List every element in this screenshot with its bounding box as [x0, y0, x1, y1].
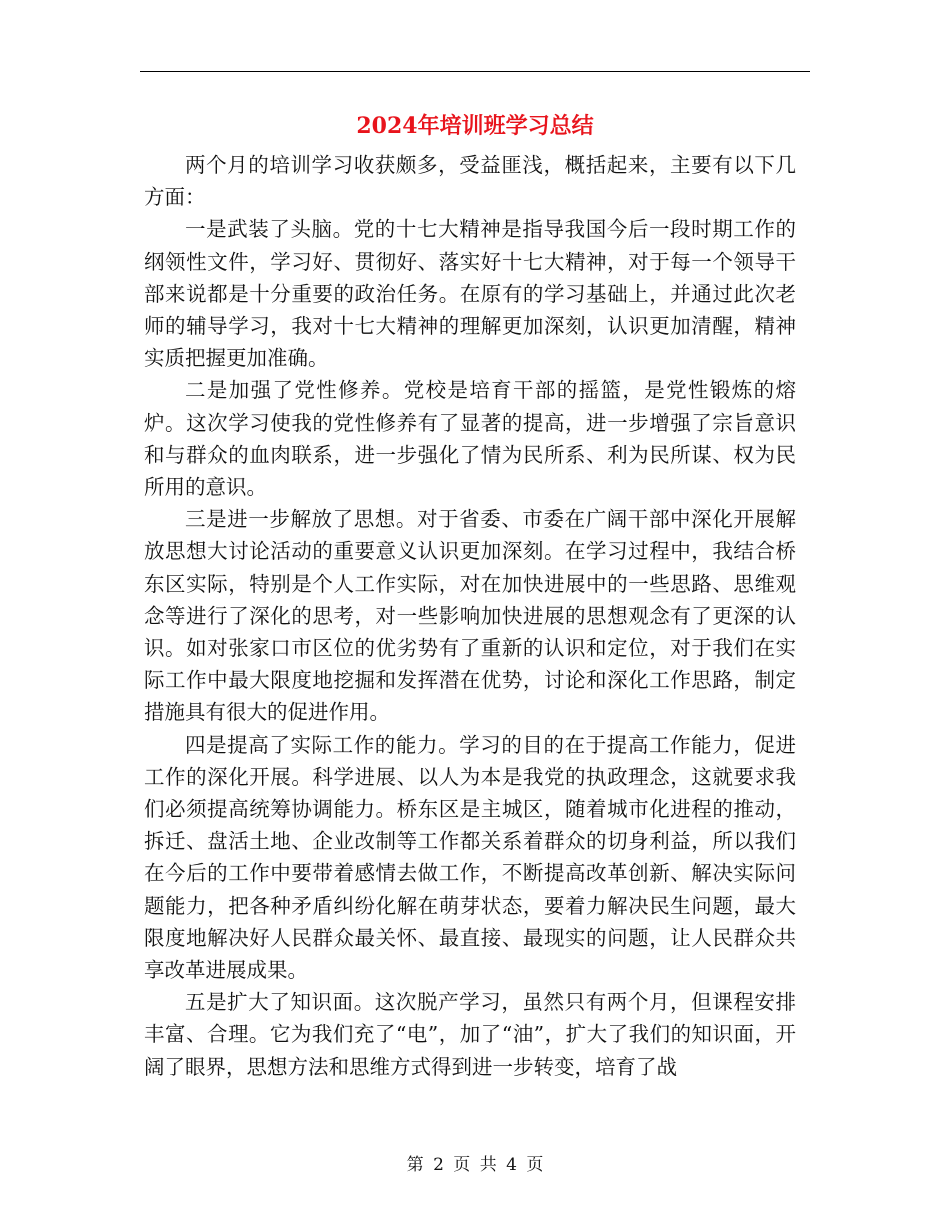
paragraph-2: 二是加强了党性修养。党校是培育干部的摇篮，是党性锻炼的熔炉。这次学习使我的党性修养有了显著的提高，进一步增强了宗旨意识和与群众的血肉联系，进一步强化了情为民所系、利为民所谋、权为民所用的意识。: [144, 378, 796, 500]
document-body: [144, 149, 796, 1083]
paragraph-1: 一是武装了头脑。党的十七大精神是指导我国今后一段时期工作的纲领性文件，学习好、贯彻好、落实好十七大精神，对于每一个领导干部来说都是十分重要的政治任务。在原有的学习基础上，并通过此次老师的辅导学习，我对十七大精神的理解更加深刻，认识更加清醒，精神实质把握更加准确。: [144, 217, 796, 371]
page-footer: 第 2 页 共 4 页: [406, 1155, 544, 1175]
page-title: 2024年培训班学习总结: [356, 113, 594, 139]
header-rule: [140, 71, 810, 72]
paragraph-3: 三是进一步解放了思想。对于省委、市委在广阔干部中深化开展解放思想大讨论活动的重要意义认识更加深刻。在学习过程中，我结合桥东区实际，特别是个人工作实际，对在加快进展中的一些思路、思维观念等进行了深化的思考，对一些影响加快进展的思想观念有了更深的认识。如对张家口市区位的优劣势有了重新的认识和定位，对于我们在实际工作中最大限度地挖掘和发挥潜在优势，讨论和深化工作思路，制定措施具有很大的促进作用。: [144, 507, 796, 725]
paragraph-intro: 两个月的培训学习收获颇多，受益匪浅，概括起来，主要有以下几方面：: [144, 153, 796, 210]
paragraph-4: 四是提高了实际工作的能力。学习的目的在于提高工作能力，促进工作的深化开展。科学进展、以人为本是我党的执政理念，这就要求我们必须提高统筹协调能力。桥东区是主城区，随着城市化进程的推动，拆迁、盘活土地、企业改制等工作都关系着群众的切身利益，所以我们在今后的工作中要带着感情去做工作，不断提高改革创新、解决实际问题能力，把各种矛盾纠纷化解在萌芽状态，要着力解决民生问题，最大限度地解决好人民群众最关怀、最直接、最现实的问题，让人民群众共享改革进展成果。: [144, 732, 796, 983]
paragraph-5: 五是扩大了知识面。这次脱产学习，虽然只有两个月，但课程安排丰富、合理。它为我们充了“电”，加了“油”，扩大了我们的知识面，开阔了眼界，思想方法和思维方式得到进一步转变，培育了战: [144, 990, 796, 1079]
